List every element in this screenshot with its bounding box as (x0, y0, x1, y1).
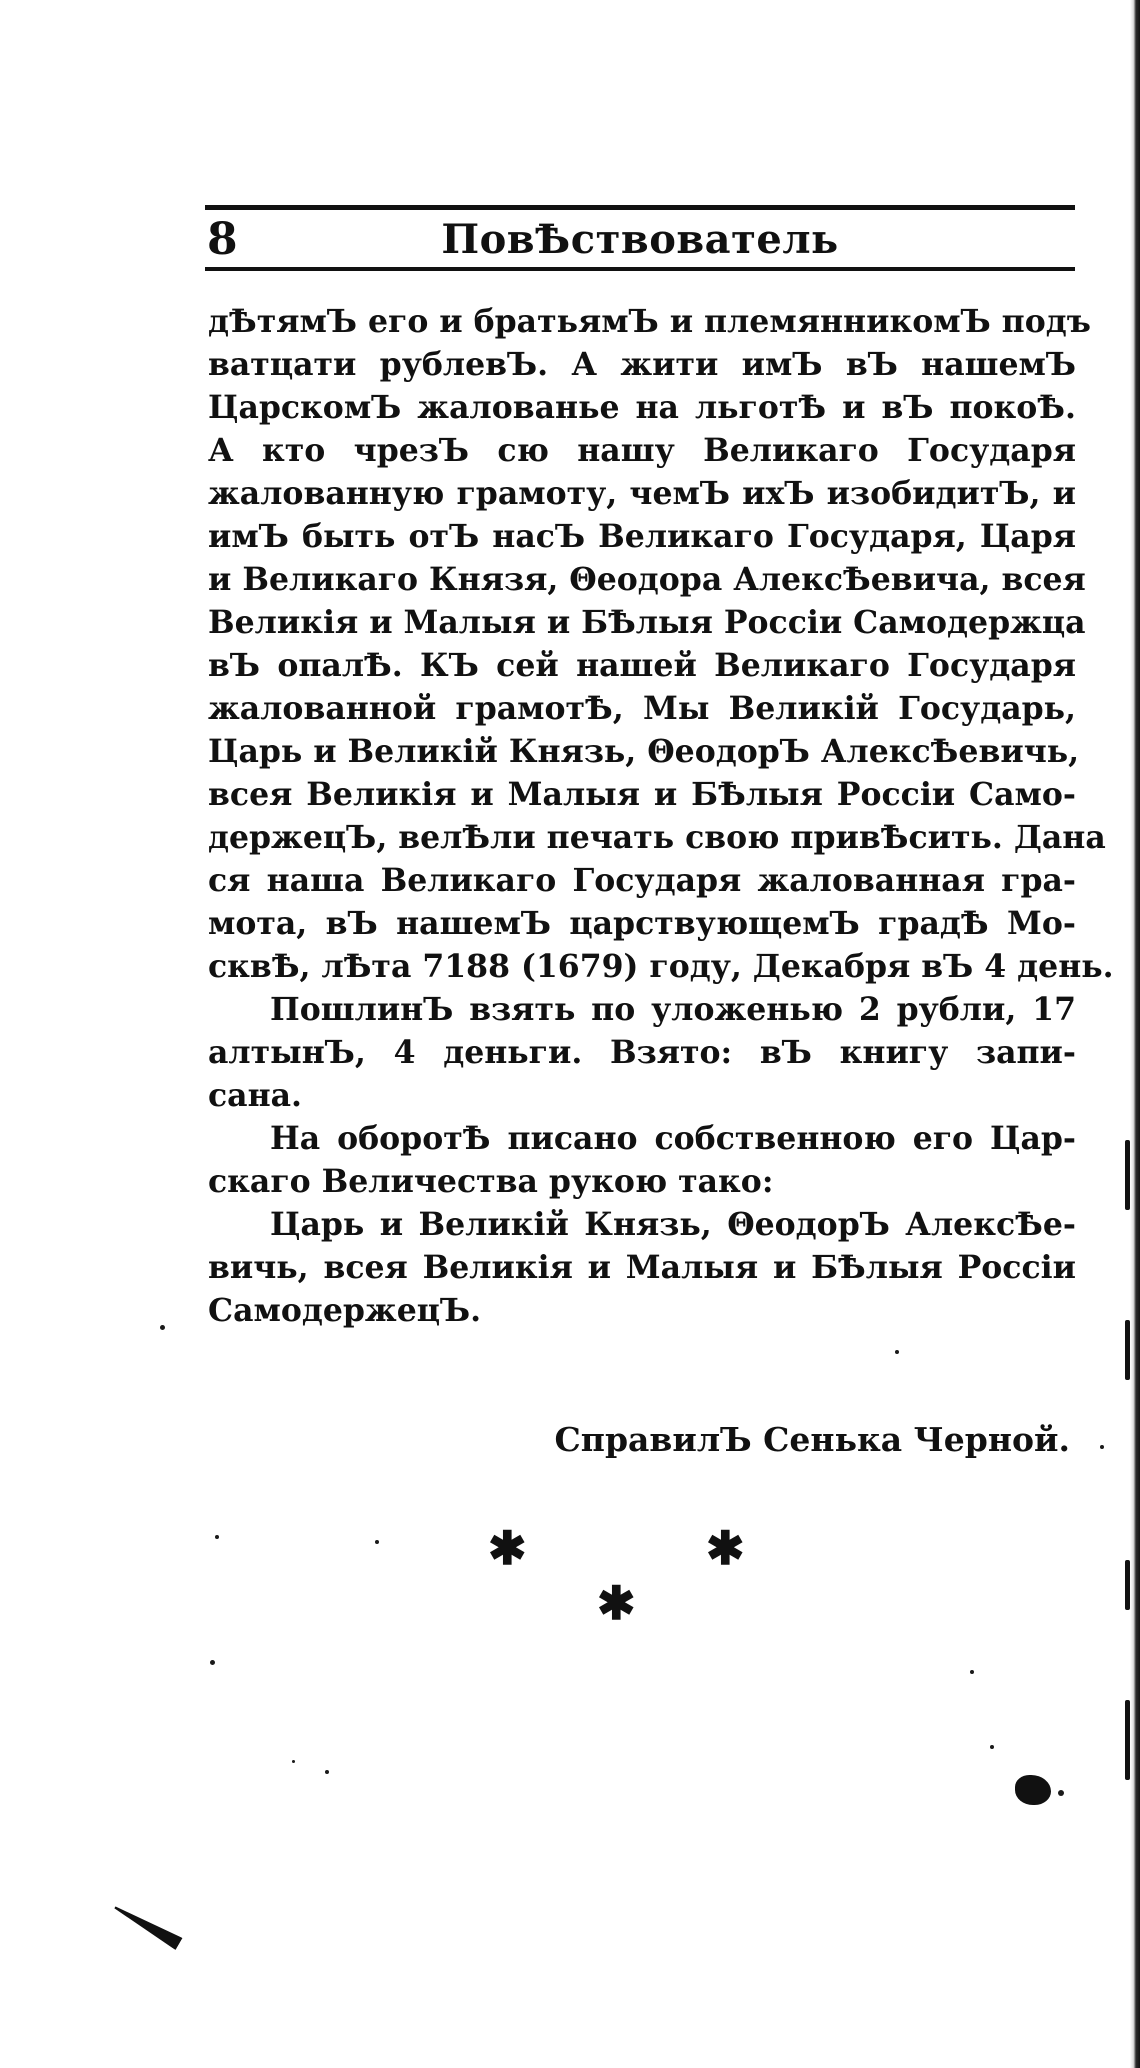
text-line: ся наша Великаго Государя жалованная гра- (208, 862, 1076, 899)
text-line: жалованную грамоту, чемЪ ихЪ изобидитЪ, и (208, 475, 1076, 512)
page-title: ПовѢствователь (441, 216, 839, 263)
edge-mark (1125, 1700, 1130, 1780)
edge-mark (1125, 1140, 1130, 1210)
text-line: А кто чрезЪ сю нашу Великаго Государя (208, 432, 1076, 469)
text-line: дѢтямЪ его и братьямЪ и племянникомЪ подъ (208, 303, 1091, 340)
asterisk-ornament-icon: ✱ (706, 1521, 745, 1575)
ink-speck (160, 1325, 165, 1330)
header-rule-top (205, 205, 1075, 210)
text-line: жалованной грамотѢ, Мы Великій Государь, (208, 690, 1076, 727)
body-text (208, 300, 1114, 1332)
edge-mark (1125, 1320, 1130, 1380)
ink-speck (895, 1350, 899, 1354)
ink-stroke (112, 1901, 183, 1950)
text-line: всея Великія и Малыя и БѢлыя Россіи Само- (208, 776, 1076, 813)
ink-blot (1015, 1775, 1051, 1805)
text-line: На оборотѢ писано собственною его Цар- (270, 1120, 1076, 1157)
text-line: Великія и Малыя и БѢлыя Россіи Самодержца (208, 604, 1086, 641)
text-line: скаго Величества рукою тако: (208, 1163, 774, 1200)
text-line: имЪ быть отЪ насЪ Великаго Государя, Царя (208, 518, 1076, 555)
ink-speck (1100, 1445, 1104, 1449)
page-number: 8 (207, 214, 238, 265)
text-line: сквѢ, лѢта 7188 (1679) году, Декабря вЪ 4 день. (208, 948, 1114, 985)
signature: СправилЪ Сенька Черной. (554, 1420, 1070, 1459)
header-rule-bottom (205, 267, 1075, 271)
text-line: ПошлинЪ взять по уложенью 2 рубли, 17 (270, 991, 1076, 1028)
ink-speck (1058, 1790, 1064, 1796)
text-line: алтынЪ, 4 деньги. Взято: вЪ книгу запи- (208, 1034, 1076, 1071)
text-line: СамодержецЪ. (208, 1292, 482, 1329)
page-edge (1130, 0, 1140, 2068)
text-line: сана. (208, 1077, 303, 1114)
ink-speck (325, 1770, 329, 1774)
text-line: Царь и Великій Князь, ΘеодорЪ АлексѢевичь, (208, 733, 1080, 770)
ink-speck (215, 1535, 219, 1539)
asterisk-ornament-icon: ✱ (488, 1521, 527, 1575)
text-line: держецЪ, велѢли печать свою привѢсить. Дана (208, 819, 1106, 856)
text-line: ЦарскомЪ жалованье на льготѢ и вЪ покоѢ. (208, 389, 1076, 426)
text-line: ватцати рублевЪ. А жити имЪ вЪ нашемЪ (208, 346, 1076, 383)
ink-speck (970, 1670, 974, 1674)
ink-speck (210, 1660, 215, 1665)
ink-speck (375, 1540, 379, 1544)
ink-speck (292, 1760, 295, 1763)
asterisk-ornament-icon: ✱ (597, 1576, 636, 1630)
running-head (205, 205, 1075, 275)
text-line: вЪ опалѢ. КЪ сей нашей Великаго Государя (208, 647, 1076, 684)
ink-speck (990, 1745, 994, 1749)
text-line: мота, вЪ нашемЪ царствующемЪ градѢ Мо- (208, 905, 1076, 942)
edge-mark (1125, 1560, 1130, 1610)
text-line: вичь, всея Великія и Малыя и БѢлыя Россіи (208, 1249, 1076, 1286)
text-line: Царь и Великій Князь, ΘеодорЪ АлексѢе- (270, 1206, 1076, 1243)
text-line: и Великаго Князя, Θеодора АлексѢевича, всея (208, 561, 1086, 598)
